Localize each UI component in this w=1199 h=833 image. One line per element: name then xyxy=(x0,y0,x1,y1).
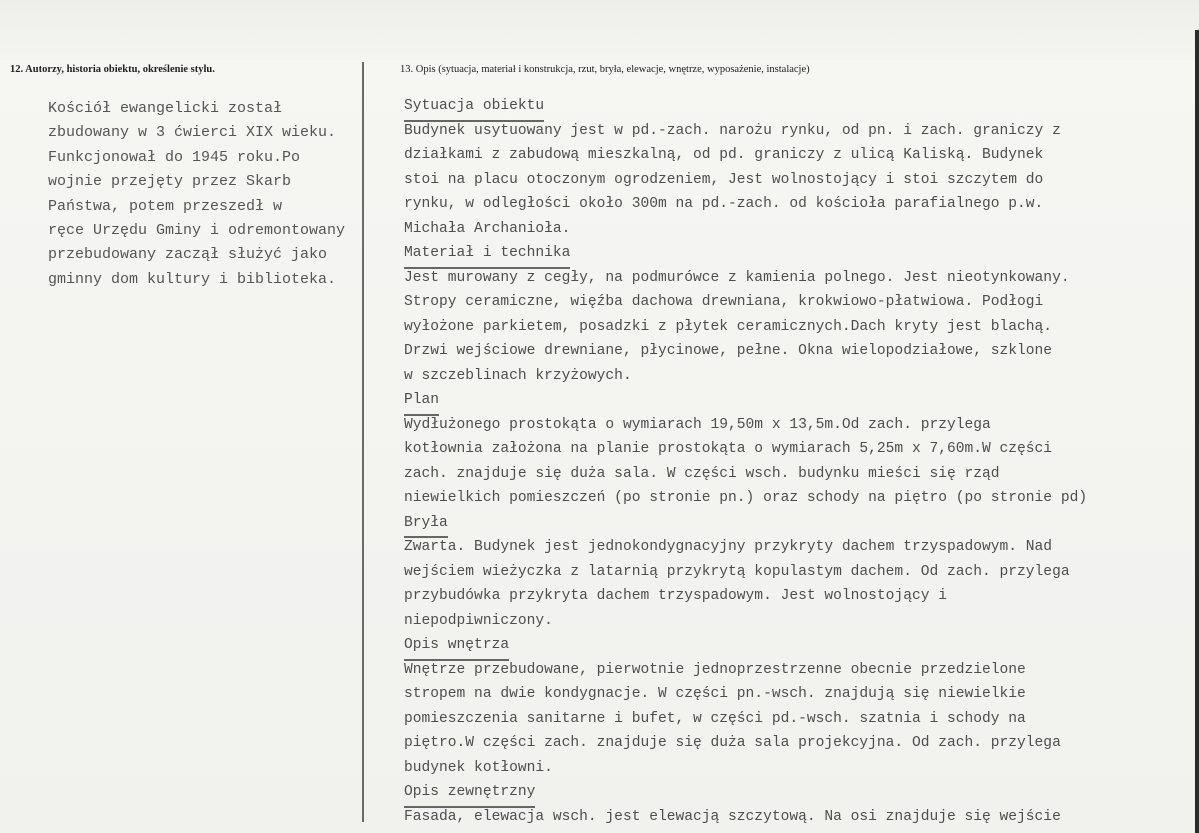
history-line: wojnie przejęty przez Skarb xyxy=(48,173,292,191)
section-heading-sytuacja: Sytuacja obiektu xyxy=(404,95,544,122)
page-right-edge xyxy=(1195,30,1199,833)
description-line: Budynek usytuowany jest w pd.-zach. narożu rynku, od pn. i zach. graniczy z xyxy=(404,122,1061,139)
description-line: wejściem wieżyczka z latarnią przykrytą kopulastym dachem. Od zach. przylega xyxy=(404,563,1070,580)
section-heading-zewnetrzny: Opis zewnętrzny xyxy=(404,781,535,808)
description-line: zach. znajduje się duża sala. W części wsch. budynku mieści się rząd xyxy=(404,465,1000,482)
description-line: Drzwi wejściowe drewniane, płycinowe, pełne. Okna wielopodziałowe, szklone xyxy=(404,343,1053,359)
description-line: kotłownia założona na planie prostokąta o wymiarach 5,25m x 7,60m.W części xyxy=(404,441,1053,457)
section-heading-wnetrze: Opis wnętrza xyxy=(404,634,509,661)
description-line: stropem na dwie kondygnacje. W części pn.-wsch. znajdują się niewielkie xyxy=(404,686,1026,702)
description-line: pomieszczenia sanitarne i bufet, w części pd.-wsch. szatnia i schody na xyxy=(404,710,1026,727)
description-line: stoi na placu otoczonym ogrodzeniem, Jest wolnostojący i stoi szczytem do xyxy=(404,171,1044,188)
page-top-band xyxy=(0,0,1199,60)
section-heading-material: Materiał i technika xyxy=(404,242,570,269)
description-line: Stropy ceramiczne, więźba dachowa drewniana, krokwiowo-płatwiowa. Podłogi xyxy=(404,294,1044,310)
description-line: przybudówka przykryta dachem trzyspadowym. Jest wolnostojący i xyxy=(404,588,947,604)
right-column-header: 13. Opis (sytuacja, materiał i konstrukcja, rzut, bryła, elewacje, wnętrze, wyposażenie, instalacje) xyxy=(400,64,810,75)
history-line: Kościół ewangelicki został xyxy=(48,100,283,117)
description-line: Wydłużonego prostokąta o wymiarach 19,50m x 13,5m.Od zach. przylega xyxy=(404,416,991,433)
left-column-header: 12. Autorzy, historia obiektu, określenie stylu. xyxy=(10,64,215,75)
history-line: przebudowany zaczął służyć jako xyxy=(48,246,328,264)
history-text xyxy=(48,97,373,292)
description-line: Fasada, elewacja wsch. jest elewacją szczytową. Na osi znajduje się wejście xyxy=(404,808,1061,825)
description-line: rynku, w odległości około 300m na pd.-zach. od kościoła parafialnego p.w. xyxy=(404,196,1044,212)
description-line: działkami z zabudową mieszkalną, od pd. graniczy z ulicą Kaliską. Budynek xyxy=(404,147,1044,163)
description-line: Michała Archanioła. xyxy=(404,220,571,237)
description-line: Wnętrze przebudowane, pierwotnie jednoprzestrzenne obecnie przedzielone xyxy=(404,661,1026,678)
section-heading-plan: Plan xyxy=(404,389,439,416)
history-line: Państwa, potem przeszedł w xyxy=(48,197,283,215)
history-line: gminny dom kultury i biblioteka. xyxy=(48,270,337,288)
description-line: Jest murowany z cegły, na podmurówce z kamienia polnego. Jest nieotynkowany. xyxy=(404,269,1070,286)
description-text xyxy=(404,94,1194,829)
history-line: ręce Urzędu Gminy i odremontowany xyxy=(48,222,346,240)
description-line: niewielkich pomieszczeń (po stronie pn.) oraz schody na piętro (po stronie pd) xyxy=(404,490,1088,506)
description-line: piętro.W części zach. znajduje się duża sala projekcyjna. Od zach. przylega xyxy=(404,735,1061,751)
section-heading-bryla: Bryła xyxy=(404,512,448,539)
history-line: zbudowany w 3 ćwierci XIX wieku. xyxy=(48,124,337,142)
description-line: Zwarta. Budynek jest jednokondygnacyjny przykryty dachem trzyspadowym. Nad xyxy=(404,539,1053,555)
description-line: niepodpiwniczony. xyxy=(404,612,553,629)
description-line: wyłożone parkietem, posadzki z płytek ceramicznych.Dach kryty jest blachą. xyxy=(404,318,1053,335)
history-line: Funkcjonował do 1945 roku.Po xyxy=(48,148,301,166)
description-line: budynek kotłowni. xyxy=(404,759,553,776)
description-line: w szczeblinach krzyżowych. xyxy=(404,367,632,384)
